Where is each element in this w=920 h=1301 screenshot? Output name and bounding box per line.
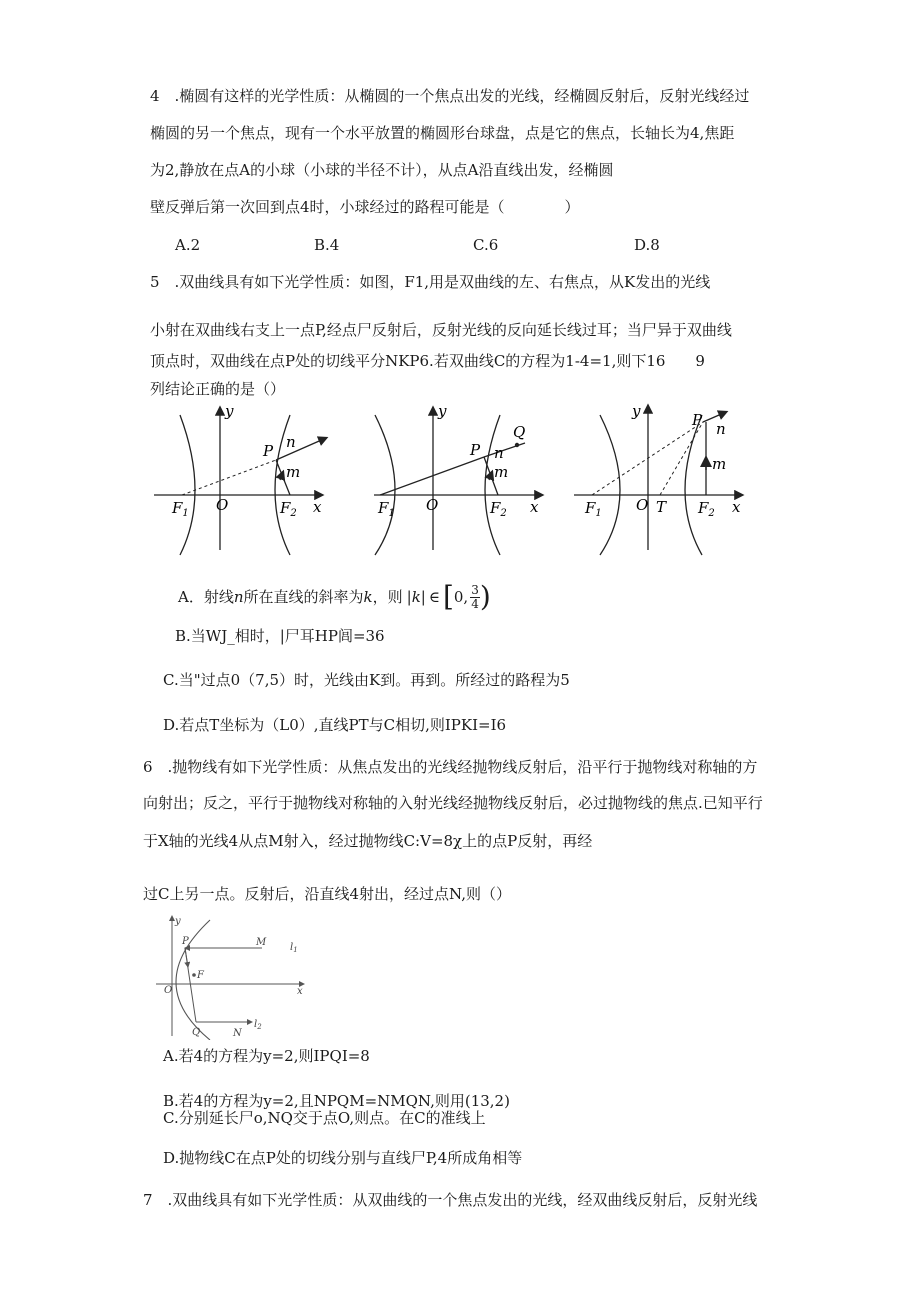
q5-option-a (178, 580, 491, 614)
q4-option-d: D.8 (634, 236, 660, 254)
q4-line-3: 为2,静放在点A的小球（小球的半径不计），从点A沿直线出发，经椭圆 (150, 161, 614, 179)
x-axis-label: x (732, 498, 741, 516)
q5-option-a-numerator: 3 (471, 582, 479, 597)
p-label: P (692, 411, 703, 429)
x-axis-label: x (530, 498, 539, 516)
q4-option-c: C.6 (473, 236, 499, 254)
q5-figure-2 (370, 400, 560, 560)
q7-line-1: 7 .双曲线具有如下光学性质：从双曲线的一个焦点发出的光线，经双曲线反射后，反射光线 (143, 1191, 758, 1209)
x-axis-label: x (297, 986, 303, 997)
q-label: Q (513, 423, 526, 441)
n-label: n (494, 444, 504, 462)
y-axis-label: y (225, 402, 234, 420)
q5-option-a-k: k (363, 588, 373, 606)
m-label: M (256, 937, 267, 948)
f1-label: $F_1$ (172, 499, 189, 519)
q5-figure-1 (150, 400, 340, 560)
q4-option-b: B.4 (314, 236, 340, 254)
y-axis-label: y (632, 402, 641, 420)
f2-label: $F_2$ (490, 499, 507, 519)
q5-option-a-fraction (470, 584, 480, 611)
t-label: T (656, 498, 667, 516)
q6-figure (152, 912, 312, 1040)
n-label: n (716, 420, 726, 438)
q5-line-2: 小射在双曲线右支上一点P,经点尸反射后，反射光线的反向延长线过耳；当尸异于双曲线 (150, 321, 732, 339)
q5-line-3: 顶点时，双曲线在点P处的切线平分NKP6.若双曲线C的方程为1-4=1,则下16 9 (150, 352, 705, 370)
y-axis-label: y (175, 916, 181, 927)
f2-label: $F_2$ (280, 499, 297, 519)
p-label: P (470, 441, 481, 459)
q6-line-2: 向射出；反之，平行于抛物线对称轴的入射光线经抛物线反射后，必过抛物线的焦点.已知平行 (143, 794, 763, 812)
f-label: F (197, 970, 204, 981)
q5-option-a-denominator: 4 (471, 596, 479, 611)
origin-label: O (426, 496, 439, 514)
l2-label: $l_2$ (254, 1019, 262, 1031)
q-label: Q (192, 1027, 201, 1038)
q4-line-2: 椭圆的另一个焦点，现有一个水平放置的椭圆形台球盘，点是它的焦点，长轴长为4,焦距 (150, 124, 735, 142)
interval-bracket-left-icon: [ (442, 580, 454, 613)
f1-label: $F_1$ (378, 499, 395, 519)
f2-label: $F_2$ (698, 499, 715, 519)
n-label: N (233, 1028, 242, 1039)
interval-paren-right-icon: ) (479, 580, 491, 613)
q5-option-a-mid: 所在直线的斜率为 (243, 588, 364, 606)
q5-option-a-interval: 0, (453, 588, 469, 606)
q6-option-b: B.若4的方程为y=2,且NPQM=NMQN,则用(13,2) (163, 1092, 510, 1110)
origin-label: O (216, 496, 229, 514)
q4-option-a: A.2 (175, 236, 201, 254)
q5-option-c: C.当"过点0（7,5）时，光线由K到。再到。所经过的路程为5 (163, 671, 570, 689)
q6-line-4: 过C上另一点。反射后，沿直线4射出，经过点N,则（） (143, 885, 511, 903)
q5-option-a-n: n (233, 588, 244, 606)
p-label: P (182, 936, 189, 947)
q6-option-a: A.若4的方程为y=2,则IPQI=8 (163, 1047, 370, 1065)
x-axis-label: x (313, 498, 322, 516)
q5-figure-3 (570, 400, 760, 560)
m-label: m (286, 463, 301, 481)
n-label: n (286, 433, 296, 451)
q6-line-3: 于X轴的光线4从点M射入，经过抛物线C:V=8χ上的点P反射，再经 (143, 832, 593, 850)
m-label: m (712, 455, 727, 473)
origin-label: O (636, 496, 649, 514)
q4-line-1: 4 .椭圆有这样的光学性质：从椭圆的一个焦点出发的光线，经椭圆反射后，反射光线经过 (150, 87, 750, 105)
p-label: P (263, 442, 274, 460)
m-label: m (494, 463, 509, 481)
q5-option-a-prefix: A．射线 (178, 588, 234, 606)
y-axis-label: y (438, 402, 447, 420)
q6-line-1: 6 .抛物线有如下光学性质：从焦点发出的光线经抛物线反射后，沿平行于抛物线对称轴的方 (143, 758, 758, 776)
q6-option-c: C.分别延长尸o,NQ交于点O,则点。在C的准线上 (163, 1109, 486, 1127)
q5-option-b: B.当WJ_相时，|尸耳HP闾=36 (175, 627, 385, 645)
q4-line-4: 壁反弹后第一次回到点4时，小球经过的路程可能是（ ） (150, 198, 580, 216)
q5-option-a-in: ∈ (428, 588, 440, 606)
origin-label: O (164, 985, 173, 996)
q5-option-d: D.若点T坐标为（L0）,直线PT与C相切,则IPKI=I6 (163, 716, 507, 734)
q5-line-4: 列结论正确的是（） (150, 380, 286, 398)
f1-label: $F_1$ (585, 499, 602, 519)
q5-option-a-absk: |k| (406, 588, 426, 606)
q6-option-d: D.抛物线C在点P处的切线分别与直线尸P,4所成角相等 (163, 1149, 523, 1167)
q5-option-a-suffix: ，则 (372, 588, 403, 606)
q5-line-1: 5 .双曲线具有如下光学性质：如图，F1,用是双曲线的左、右焦点，从K发出的光线 (150, 273, 711, 291)
l1-label: $l_1$ (290, 942, 298, 954)
